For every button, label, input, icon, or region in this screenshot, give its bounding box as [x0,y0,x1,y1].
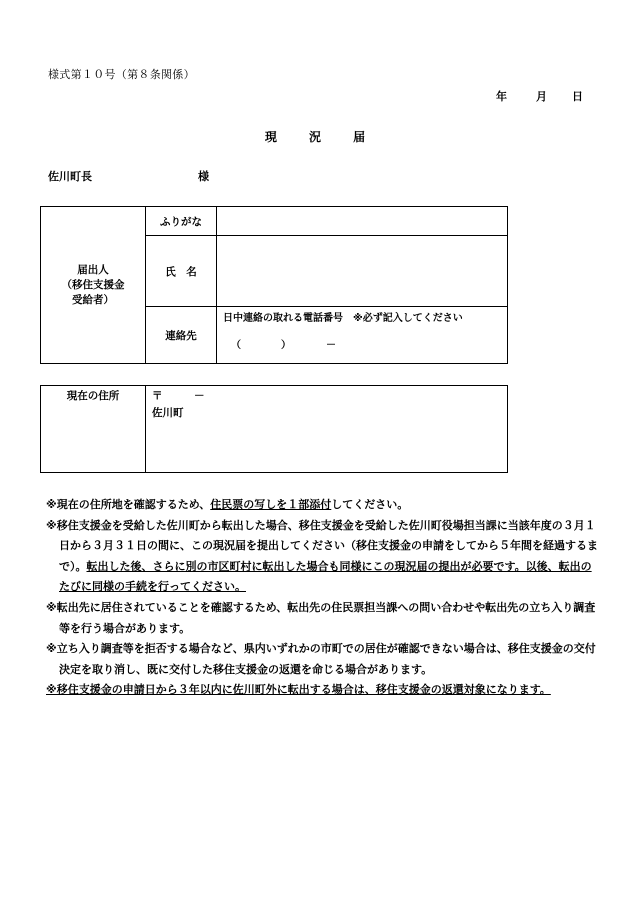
applicant-table [40,206,508,364]
note-repayment: ※移住支援金の申請日から３年以内に佐川町外に転出する場合は、移住支援金の返還対象になります。 [46,683,551,697]
note-investigation: ※転出先に居住されていることを確認するため、転出先の住民票担当課への問い合わせや転出先の立ち入り調査等を行う場合があります。 [46,600,596,635]
contact-label: 連絡先 [146,307,217,364]
applicant-label-line3: 受給者） [72,293,114,306]
address-field[interactable] [146,386,508,473]
name-field[interactable] [217,236,508,307]
name-label: 氏 名 [146,236,217,307]
address-town: 佐川町 [152,407,184,419]
date-day-label: 日 [572,90,583,103]
applicant-group-label [41,207,146,364]
addressee: 佐川町長 [48,170,92,183]
furigana-field[interactable] [217,207,508,236]
contact-field[interactable] [217,307,508,364]
furigana-label: ふりがな [146,207,217,236]
notes-section [46,495,598,701]
phone-template: （ ） － [231,340,336,351]
postal-code-line: 〒 － [152,390,205,402]
note-cancellation: ※立ち入り調査等を拒否する場合など、県内いずれかの市町での居住が確認できない場合は、移住支援金の交付決定を取り消し、既に交付した移住支援金の返還を命じる場合があります。 [46,642,596,676]
address-label: 現在の住所 [41,386,146,473]
honorific: 様 [198,170,209,183]
applicant-label-line1: 届出人 [77,263,109,276]
contact-note: 日中連絡の取れる電話番号 ※必ず記入してください [223,313,463,324]
document-title: 現 況 届 [264,130,380,144]
note-resident-certificate: ※現在の住所地を確認するため、住民票の写しを１部添付してください。 [46,498,409,511]
date-year-label: 年 [496,90,507,103]
address-table [40,385,508,473]
date-month-label: 月 [536,90,547,103]
note-submission-period: ※移住支援金を受給した佐川町から転出した場合、移住支援金を受給した佐川町役場担当課に当該年度の３月１日から３月３１日の間に、この現況届を提出してください（移住支援金の申請をしてから５年間を経過するまで）。転出した後、さらに別の市区町村に転出した場合も同様にこの現況届の提出が必要です。以後、転出のたびに同様の手続を行ってください。 [46,518,598,594]
applicant-label-line2: （移住支援金 [61,278,125,291]
form-number: 様式第１０号（第８条関係） [48,68,195,81]
